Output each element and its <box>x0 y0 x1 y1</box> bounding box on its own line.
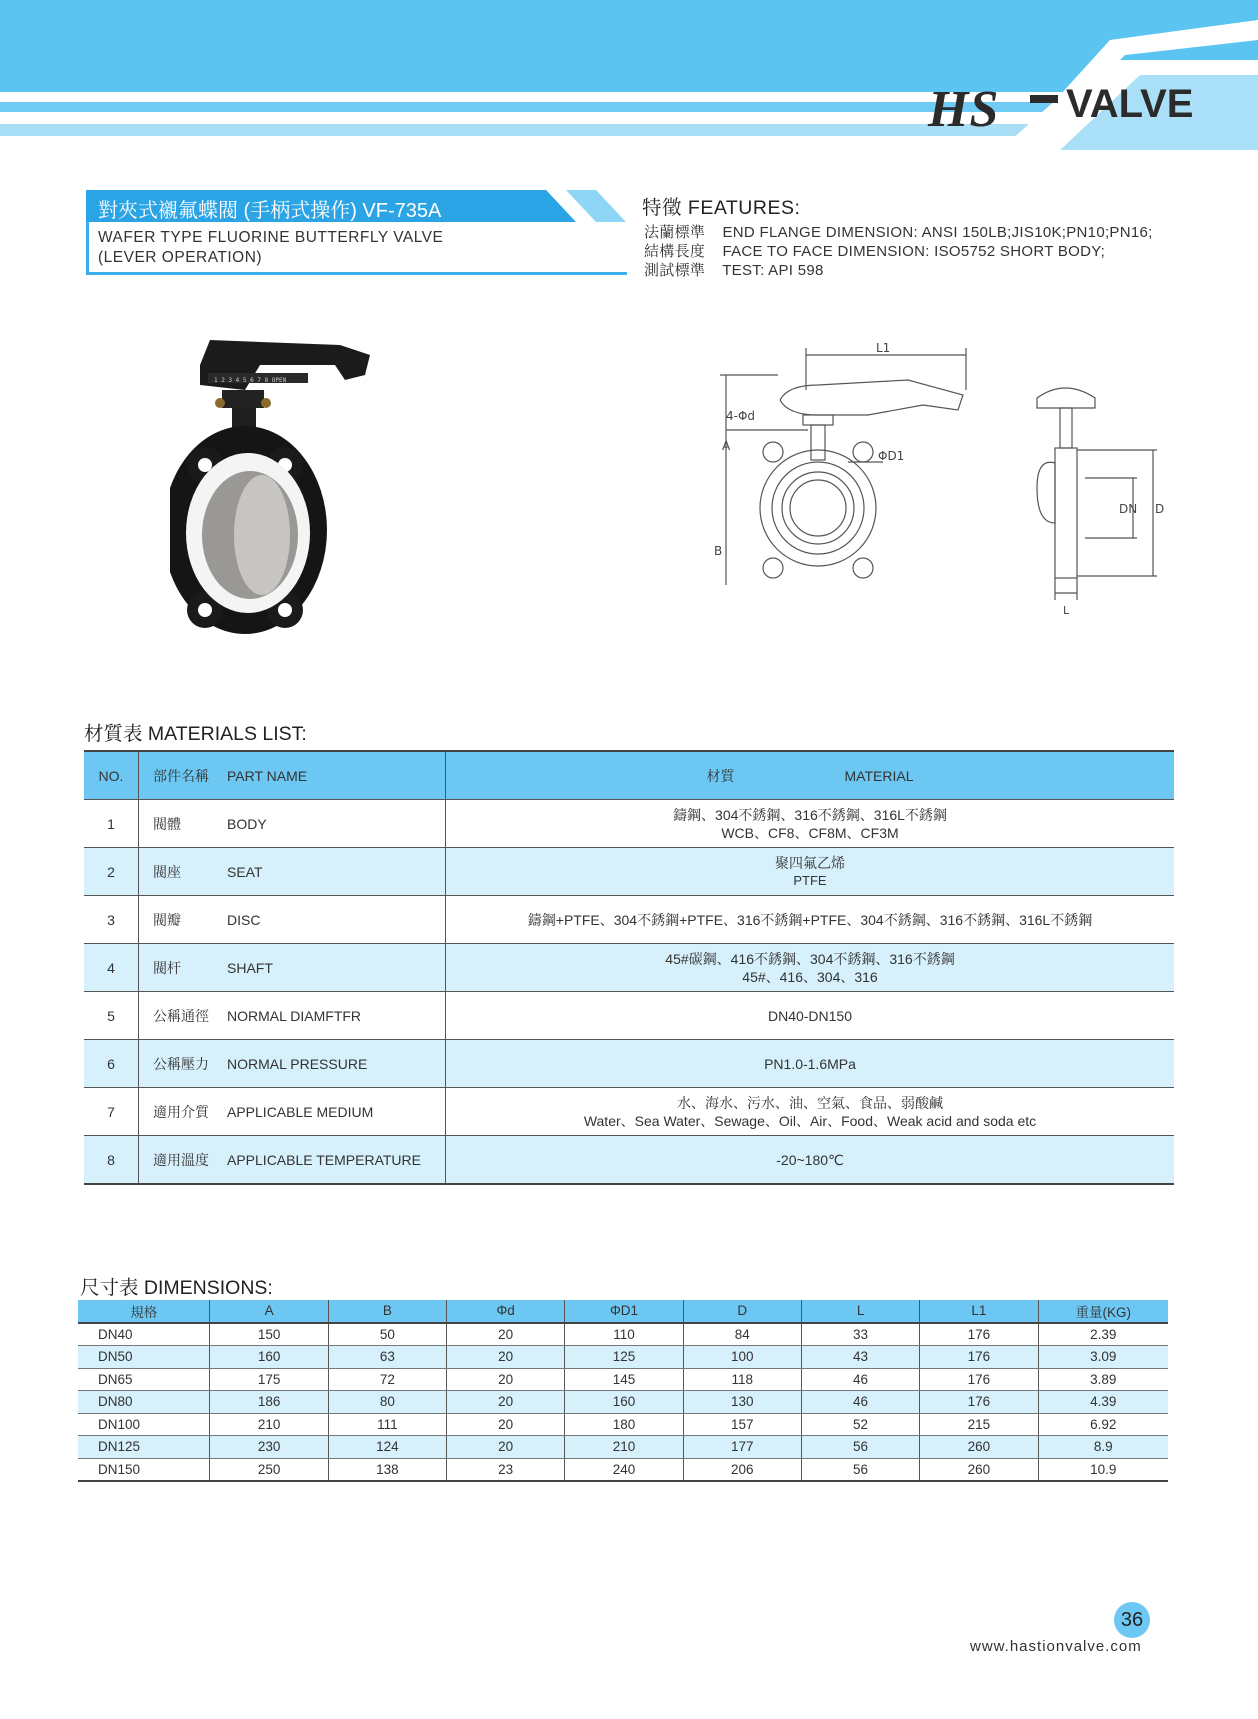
dim-cell: 186 <box>210 1391 328 1414</box>
dim-cell: 260 <box>920 1436 1038 1459</box>
dim-cell: 175 <box>210 1368 328 1391</box>
row-part-cn: 公稱壓力 <box>139 1040 228 1088</box>
row-part-cn: 閥瓣 <box>153 911 181 928</box>
feature-label: 測試標準 <box>644 262 706 279</box>
dim-cell: 130 <box>683 1391 801 1414</box>
row-part-en: NORMAL PRESSURE <box>227 1040 446 1088</box>
page-number: 36 <box>1120 1609 1144 1631</box>
dim-col-header: D <box>683 1300 801 1323</box>
row-no: 7 <box>84 1088 139 1136</box>
dim-col-header: 規格 <box>78 1300 210 1323</box>
dim-cell: 6.92 <box>1038 1413 1168 1436</box>
feature-text: FACE TO FACE DIMENSION: ISO5752 SHORT BODY; <box>722 243 1106 260</box>
table-row <box>84 800 1174 848</box>
dim-cell: 20 <box>447 1436 565 1459</box>
dim-col-header: L1 <box>920 1300 1038 1323</box>
dim-cell: 2.39 <box>1038 1323 1168 1346</box>
row-part-en: APPLICABLE MEDIUM <box>227 1088 446 1136</box>
dim-cell: 50 <box>328 1323 446 1346</box>
dim-cell: 150 <box>210 1323 328 1346</box>
col-part-en: PART NAME <box>227 751 446 800</box>
row-part-cn: 閥座 <box>139 848 228 896</box>
row-material <box>446 1136 1175 1185</box>
dim-cell: 125 <box>565 1346 683 1369</box>
material-line2: 45#、416、304、316 <box>742 968 878 985</box>
dim-cell: 8.9 <box>1038 1436 1168 1459</box>
dim-cell: 177 <box>683 1436 801 1459</box>
feature-text: END FLANGE DIMENSION: ANSI 150LB;JIS10K;PN10;PN16; <box>722 224 1153 241</box>
row-part-en: BODY <box>227 800 446 848</box>
dim-cell: 240 <box>565 1458 683 1481</box>
material-line1: 水、海水、污水、油、空氣、食品、弱酸鹹 <box>677 1094 943 1111</box>
dim-cell: 160 <box>210 1346 328 1369</box>
dim-cell: 176 <box>920 1323 1038 1346</box>
dim-cell: 215 <box>920 1413 1038 1436</box>
table-row <box>84 1136 1174 1185</box>
material-line1: DN40-DN150 <box>767 1007 853 1024</box>
material-line1: PN1.0-1.6MPa <box>764 1055 856 1072</box>
dim-cell: 4.39 <box>1038 1391 1168 1414</box>
table-row <box>78 1391 1168 1414</box>
dim-cell: 80 <box>328 1391 446 1414</box>
logo-dash <box>1030 95 1058 103</box>
table-row <box>84 1040 1174 1088</box>
table-row <box>78 1368 1168 1391</box>
row-part-cn: 閥體 <box>153 815 181 832</box>
row-no: 2 <box>84 848 139 896</box>
col-no: NO. <box>84 751 139 800</box>
table-row <box>78 1436 1168 1459</box>
dim-size: DN100 <box>78 1413 210 1436</box>
material-line1: 鑄鋼、304不銹鋼、316不銹鋼、316L不銹鋼 <box>673 806 947 823</box>
row-part-en: SHAFT <box>227 944 446 992</box>
row-material <box>446 944 1175 992</box>
logo-valve-text: VALVE <box>1066 82 1194 126</box>
dim-col-header: Φd <box>447 1300 565 1323</box>
row-material <box>446 992 1175 1040</box>
row-no: 5 <box>84 992 139 1040</box>
dim-cell: 210 <box>565 1436 683 1459</box>
dim-cell: 63 <box>328 1346 446 1369</box>
row-material <box>446 1088 1175 1136</box>
dim-cell: 52 <box>801 1413 919 1436</box>
dim-cell: 206 <box>683 1458 801 1481</box>
label-dn: DN <box>1119 502 1138 516</box>
dim-cell: 43 <box>801 1346 919 1369</box>
table-row <box>84 896 1174 944</box>
dim-cell: 20 <box>447 1323 565 1346</box>
materials-table <box>84 750 1174 1185</box>
dim-size: DN150 <box>78 1458 210 1481</box>
table-row <box>84 848 1174 896</box>
row-part-en: SEAT <box>227 848 446 896</box>
website-url: www.hastionvalve.com <box>970 1638 1142 1655</box>
dim-size: DN50 <box>78 1346 210 1369</box>
dim-cell: 145 <box>565 1368 683 1391</box>
row-part-cn: 適用介質 <box>153 1103 209 1120</box>
dim-col-header: L <box>801 1300 919 1323</box>
row-material <box>446 848 1175 896</box>
dim-cell: 10.9 <box>1038 1458 1168 1481</box>
table-row <box>84 992 1174 1040</box>
material-line1: 45#碳鋼、416不銹鋼、304不銹鋼、316不銹鋼 <box>665 950 955 967</box>
valve-product-photo <box>170 335 380 645</box>
dimensions-heading: 尺寸表 DIMENSIONS: <box>80 1277 273 1299</box>
dim-cell: 72 <box>328 1368 446 1391</box>
row-part-cn: 閥杆 <box>139 944 228 992</box>
dim-col-header: B <box>328 1300 446 1323</box>
dim-col-header: ΦD1 <box>565 1300 683 1323</box>
dim-cell: 138 <box>328 1458 446 1481</box>
label-l: L <box>1063 604 1070 617</box>
label-bolt: 4-Φd <box>726 409 756 423</box>
dim-cell: 110 <box>565 1323 683 1346</box>
dim-cell: 176 <box>920 1391 1038 1414</box>
dim-cell: 124 <box>328 1436 446 1459</box>
row-no: 3 <box>84 896 139 944</box>
dim-cell: 250 <box>210 1458 328 1481</box>
dim-size: DN40 <box>78 1323 210 1346</box>
row-material <box>446 800 1175 848</box>
material-line1: 鑄鋼+PTFE、304不銹鋼+PTFE、316不銹鋼+PTFE、304不銹鋼、316不銹鋼、316L不銹鋼 <box>527 911 1093 928</box>
dim-cell: 180 <box>565 1413 683 1436</box>
table-header-row <box>78 1300 1168 1323</box>
dim-cell: 210 <box>210 1413 328 1436</box>
product-title: 對夾式襯氟蝶閥 (手柄式操作) VF-735A <box>98 200 442 222</box>
front-view-drawing <box>708 340 978 600</box>
dim-cell: 100 <box>683 1346 801 1369</box>
dim-cell: 260 <box>920 1458 1038 1481</box>
feature-text: TEST: API 598 <box>722 262 824 279</box>
row-part-en: NORMAL DIAMFTFR <box>227 992 446 1040</box>
feature-item <box>644 240 1105 261</box>
product-subtitle-line2: (LEVER OPERATION) <box>98 249 263 266</box>
dimensions-table <box>78 1300 1168 1482</box>
header-banner <box>0 0 1258 150</box>
dim-cell: 56 <box>801 1436 919 1459</box>
dim-cell: 111 <box>328 1413 446 1436</box>
dim-cell: 176 <box>920 1368 1038 1391</box>
materials-heading: 材質表 MATERIALS LIST: <box>84 723 307 745</box>
features-heading: 特徵 FEATURES: <box>642 197 801 219</box>
dim-cell: 157 <box>683 1413 801 1436</box>
table-row <box>78 1413 1168 1436</box>
row-no: 6 <box>84 1040 139 1088</box>
feature-item <box>644 221 1153 242</box>
material-line1: 聚四氟乙烯 <box>775 854 845 871</box>
row-part-en: APPLICABLE TEMPERATURE <box>227 1136 446 1185</box>
col-material <box>446 751 1175 800</box>
row-no: 4 <box>84 944 139 992</box>
dim-cell: 20 <box>447 1368 565 1391</box>
row-part-en: DISC <box>227 896 446 944</box>
label-d: D <box>1155 502 1165 516</box>
row-material <box>446 1040 1175 1088</box>
feature-item <box>644 259 824 280</box>
label-b: B <box>714 544 723 558</box>
dim-cell: 20 <box>447 1391 565 1414</box>
svg-text:1 2 3 4 5 6 7 8 OPEN: 1 2 3 4 5 6 7 8 OPEN <box>214 377 287 384</box>
material-line2: PTFE <box>793 872 827 888</box>
table-row <box>78 1323 1168 1346</box>
dim-col-header: A <box>210 1300 328 1323</box>
label-d1: ΦD1 <box>878 449 905 463</box>
material-line2: Water、Sea Water、Sewage、Oil、Air、Food、Weak acid and soda etc <box>583 1112 1037 1129</box>
material-line2: WCB、CF8、CF8M、CF3M <box>721 824 899 841</box>
dim-cell: 46 <box>801 1368 919 1391</box>
dim-cell: 23 <box>447 1458 565 1481</box>
col-material-en: MATERIAL <box>844 767 914 784</box>
feature-label: 法蘭標準 <box>644 224 706 241</box>
dim-col-header: 重量(KG) <box>1038 1300 1168 1323</box>
dim-cell: 176 <box>920 1346 1038 1369</box>
product-subtitle-line1: WAFER TYPE FLUORINE BUTTERFLY VALVE <box>98 229 444 246</box>
dim-cell: 160 <box>565 1391 683 1414</box>
dim-size: DN65 <box>78 1368 210 1391</box>
side-view-drawing <box>1025 378 1165 618</box>
table-header-row <box>84 751 1174 800</box>
col-part-cn: 部件名稱 <box>139 751 228 800</box>
dim-cell: 3.09 <box>1038 1346 1168 1369</box>
table-row <box>84 1088 1174 1136</box>
label-a: A <box>722 439 731 453</box>
row-part-cn: 公稱通徑 <box>153 1007 209 1024</box>
table-row <box>78 1346 1168 1369</box>
row-material <box>446 896 1175 944</box>
row-no: 8 <box>84 1136 139 1185</box>
table-row <box>84 944 1174 992</box>
dim-cell: 33 <box>801 1323 919 1346</box>
dim-size: DN80 <box>78 1391 210 1414</box>
logo-hs-text: HS <box>928 81 1000 138</box>
dim-cell: 84 <box>683 1323 801 1346</box>
label-l1: L1 <box>876 341 891 355</box>
col-material-cn: 材質 <box>706 767 735 784</box>
row-no: 1 <box>84 800 139 848</box>
row-part-cn: 適用溫度 <box>139 1136 228 1185</box>
dim-cell: 46 <box>801 1391 919 1414</box>
dim-cell: 230 <box>210 1436 328 1459</box>
dim-cell: 20 <box>447 1346 565 1369</box>
feature-label: 結構長度 <box>644 243 706 260</box>
dim-cell: 56 <box>801 1458 919 1481</box>
table-row <box>78 1458 1168 1481</box>
dim-cell: 3.89 <box>1038 1368 1168 1391</box>
dim-cell: 20 <box>447 1413 565 1436</box>
material-line1: -20~180℃ <box>776 1151 844 1168</box>
dim-cell: 118 <box>683 1368 801 1391</box>
dim-size: DN125 <box>78 1436 210 1459</box>
